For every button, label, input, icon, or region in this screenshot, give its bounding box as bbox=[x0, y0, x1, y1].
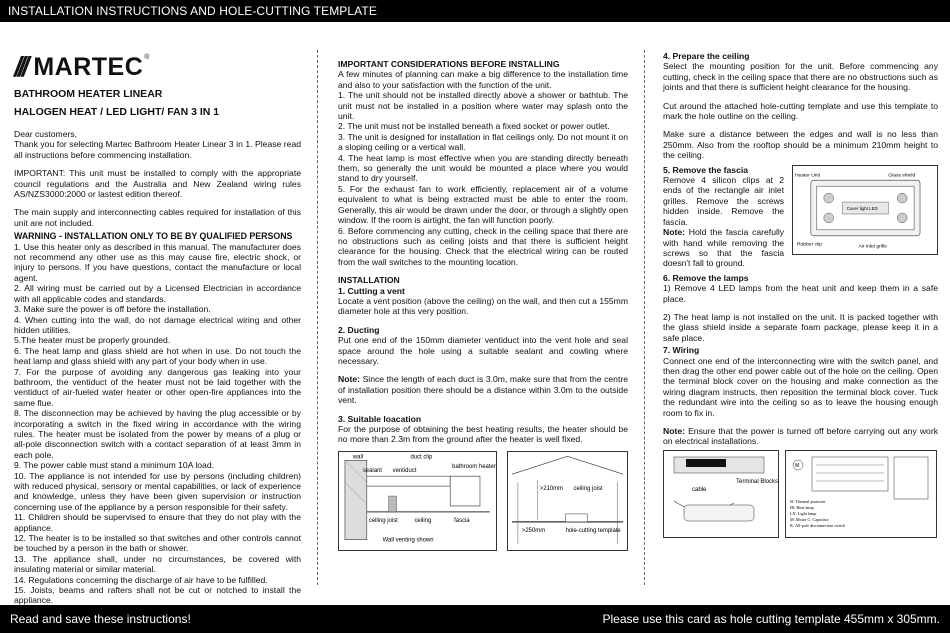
fig-label-fascia: fascia bbox=[454, 517, 470, 524]
fig-label-cable: cable bbox=[692, 486, 707, 493]
note-label: Note: bbox=[663, 426, 685, 436]
warning-item: 5.The heater must be properly grounded. bbox=[14, 335, 171, 346]
considerations-list bbox=[338, 90, 628, 267]
step5-text-block bbox=[663, 165, 784, 269]
legend-item: LN: Light lamp bbox=[790, 510, 817, 516]
considerations-title: IMPORTANT CONSIDERATIONS BEFORE INSTALLING bbox=[338, 59, 560, 69]
fig-label-template: hole-cutting template bbox=[565, 527, 621, 534]
fig-label-sealant: sealant bbox=[362, 468, 382, 475]
step7-note bbox=[663, 426, 938, 447]
wall-venting-figure bbox=[338, 451, 497, 551]
step4-title: 4. Prepare the ceiling bbox=[663, 51, 750, 61]
led-lamp-icon bbox=[897, 213, 907, 223]
column-2 bbox=[338, 59, 628, 551]
fig-caption: Wall venting shown bbox=[382, 537, 434, 544]
fig-label-duct-clip: duct clip bbox=[410, 454, 433, 461]
footer-left: Read and save these instructions! bbox=[10, 612, 191, 626]
step5-title: 5. Remove the fascia bbox=[663, 164, 749, 175]
fig-label-grille: Air inlet grille bbox=[858, 244, 887, 250]
consideration-item: 4. The heat lamp is most effective when you are standing directly beneath them, so generally the unit would be mounted a place where you would stand to dry yourself. bbox=[338, 152, 628, 184]
consideration-item: 3. The unit is designed for installation in flat ceilings only. Do not mount it on a sloping ceiling or a vertical wall. bbox=[338, 131, 628, 153]
led-lamp-icon bbox=[824, 193, 834, 203]
step4-text1: Select the mounting position for the unit. Before commencing any cutting, check in the ceiling space that there are no obstructions such as joints and that there is sufficient height clearance for the housing. bbox=[663, 61, 938, 93]
footer-right: Please use this card as hole cutting template 455mm x 305mm. bbox=[602, 612, 940, 626]
logo-slash-icon: /// bbox=[14, 50, 26, 82]
warning-item: 2. All wiring must be carried out by a Licensed Electrician in accordance with all applicable codes and standards. bbox=[14, 283, 301, 304]
warning-item: 15. Joists, beams and rafters shall not be cut or notched to install the appliance. bbox=[14, 585, 301, 606]
wiring-figures bbox=[663, 450, 938, 538]
warning-item: 3. Make sure the power is off before the installation. bbox=[14, 304, 211, 315]
consideration-item: 1. The unit should not be installed directly above a shower or bathtub. The unit must not be installed in a position where water may splash onto the unit. bbox=[338, 90, 628, 122]
fig-label-joist: ceiling joist bbox=[573, 485, 603, 492]
warning-item: 10. The appliance is not intended for use by persons (including children) with reduced physical, sensory or mental capabilities, or lack of experience and knowledge, unless they have been given supervision or instruction concerning use of the appliance by a person responsible for their safety. bbox=[14, 470, 301, 512]
led-lamp-icon bbox=[824, 213, 834, 223]
thanks-text: Thank you for selecting Martec Bathroom Heater Linear 3 in 1. Please read all instructions before commencing installation. bbox=[14, 139, 301, 160]
step5-block bbox=[663, 165, 938, 269]
footer-bar bbox=[0, 605, 950, 633]
step1-title: 1. Cutting a vent bbox=[338, 285, 405, 296]
warning-item: 9. The power cable must stand a minimum 10A load. bbox=[14, 460, 214, 471]
step6-title: 6. Remove the lamps bbox=[663, 272, 749, 283]
warning-item: 11. Children should be supervised to ensure that they do not play with the appliance. bbox=[14, 512, 301, 533]
led-lamp-icon bbox=[897, 193, 907, 203]
fig-label-heater-unit: Heater Unit bbox=[795, 172, 821, 178]
fig-label-wall: wall bbox=[352, 454, 364, 461]
consideration-item: 6. Before commencing any cutting, check in the ceiling space that there are no obstructions such as ceiling joists and that there is sufficient height clearance for the housing. Check that the electrical wiring can be routed from the wall switches to the mounting location. bbox=[338, 225, 628, 267]
step5-note bbox=[663, 227, 784, 269]
step3-text: For the purpose of obtaining the best heating results, the heater should be no more than 2.3m from the ground after the heater is well fixed. bbox=[338, 424, 628, 445]
step2-note-text: Since the length of each duct is 3.0m, make sure that from the centre of installation position there should be a distance within 3.0m to the outside vent. bbox=[338, 374, 628, 406]
switch-panel-shape bbox=[894, 457, 928, 499]
motor-symbol: M bbox=[795, 462, 800, 469]
fig-label-heater: bathroom heater bbox=[452, 464, 496, 471]
column-divider bbox=[644, 50, 645, 585]
supply-text: The main supply and interconnecting cables required for installation of this unit are not included. bbox=[14, 207, 301, 228]
warning-list bbox=[14, 242, 301, 606]
step6-text2: 2) The heat lamp is not installed on the unit. It is packed together with the glass shield inside a separate foam package, please keep it in a safe place. bbox=[663, 311, 938, 343]
step3-title: 3. Suitable loacation bbox=[338, 413, 422, 424]
consideration-item: 5. For the exhaust fan to work efficiently, replacement air of a volume equivalent to what is being extracted must be able to enter the room. Generally, this air would be drawn under the door, or through a slightly open window. If the room is airtight, the fan will function poorly. bbox=[338, 183, 628, 226]
roof-shape bbox=[512, 456, 623, 474]
fig-label-rubber: Rubber clip bbox=[797, 242, 823, 248]
column-divider bbox=[317, 50, 318, 585]
legend-item: M: Motor C: Capacitor bbox=[790, 516, 829, 522]
warning-item: 8. The disconnection may be achieved by having the plug accessible or by incorporating a switch in the fixed wiring in accordance with the wiring rules. The heater must be isolated from the power by means of a plug or all-pole disconnection switch with a contact separation of at least 3mm in each pole. bbox=[14, 408, 301, 460]
fig-label-ceiling: ceiling bbox=[414, 517, 432, 524]
legend-item: Θ: Thermal protector bbox=[790, 498, 826, 504]
heater-box-shape bbox=[450, 476, 480, 506]
step2-text: Put one end of the 150mm diameter ventiduct into the vent hole and seal space around the hole using a suitable sealant and cowling where necessary. bbox=[338, 335, 628, 366]
consideration-item: 2. The unit must not be installed beneath a fixed socket or power outlet. bbox=[338, 121, 610, 132]
figure-row bbox=[338, 451, 628, 551]
warning-item: 14. Regulations concerning the discharge of air have to be fulfilled. bbox=[14, 574, 268, 585]
fig-label-terminal: Terminal Blocks bbox=[736, 478, 779, 485]
warning-item: 4. When cutting into the wall, do not damage electrical wiring and other hidden utilities. bbox=[14, 314, 301, 335]
intro-block bbox=[14, 129, 301, 160]
header-title: INSTALLATION INSTRUCTIONS AND HOLE-CUTTING TEMPLATE bbox=[8, 4, 377, 18]
fig-label-led: Cover light LED bbox=[846, 205, 878, 211]
legend-item: IR: Heat lamp bbox=[790, 504, 814, 510]
warning-item: 12. The heater is to be installed so that switches and other controls cannot be touched by a person in the bath or shower. bbox=[14, 533, 301, 554]
fig-label-250: >250mm bbox=[521, 527, 546, 534]
fascia-figure bbox=[792, 165, 938, 255]
logo-brand: MARTEC bbox=[33, 52, 144, 81]
registered-mark: ® bbox=[144, 53, 150, 61]
step5-text: Remove 4 silicon clips at 2 ends of the rectangle air inlet grilles. Remove the screws hidden inside. Remove the fascia. bbox=[663, 175, 785, 227]
wiring-diagram bbox=[785, 450, 937, 538]
note-label: Note: bbox=[338, 374, 360, 385]
step1-text: Locate a vent position (above the ceiling) on the wall, and then cut a 155mm diameter hole at this very position. bbox=[338, 295, 628, 317]
warning-item: 7. For the purpose of avoiding any dangerous gas leaking into your bathroom, the ventiduct of the heater must not be laid together with the ventiduct of air-fueled water heater or other open-fire appliances into the same flue. bbox=[14, 366, 301, 408]
greeting: Dear customers, bbox=[14, 129, 78, 139]
legend-item: K: All-pole disconnection switch bbox=[790, 522, 846, 528]
warning-item: 1. Use this heater only as described in this manual. The manufacturer does not recommend any other use as this may cause fire, electric shock, or injury to persons. If you have questions, contact the manufacture or local agent. bbox=[14, 241, 301, 283]
fig-label-joist: ceiling joist bbox=[368, 517, 398, 524]
duct-shape bbox=[367, 476, 450, 486]
fig-label-ventiduct: ventiduct bbox=[392, 468, 417, 475]
step6-text1: 1) Remove 4 LED lamps from the heat unit and keep them in a safe place. bbox=[663, 283, 938, 304]
terminal-block-shape bbox=[686, 459, 726, 467]
warning-item: 13. The appliance shall, under no circumstances, be covered with insulating material or similar material. bbox=[14, 553, 301, 575]
product-title bbox=[14, 88, 301, 119]
terminal-figure bbox=[663, 450, 779, 538]
step2-title: 2. Ducting bbox=[338, 324, 380, 335]
product-line-1: BATHROOM HEATER LINEAR bbox=[14, 88, 163, 100]
column-1 bbox=[14, 52, 301, 606]
header-bar bbox=[0, 0, 950, 22]
step4-text2: Cut around the attached hole-cutting template and use this template to mark the hole outline on the ceiling. bbox=[663, 100, 938, 122]
step5-note-text: Hold the fascia carefully with hand while removing the screws so that the fascia doesn't fall to ground. bbox=[663, 227, 785, 269]
martec-logo bbox=[14, 52, 301, 82]
warning-title: WARNING - INSTALLATION ONLY TO BE BY QUALIFIED PERSONS bbox=[14, 231, 293, 242]
ceiling-section-figure bbox=[507, 451, 628, 551]
important-text: IMPORTANT: This unit must be installed to comply with the appropriate council regulations and the Australia and New Zealand wiring rules AS/NZS3000:2000 or lastest edition thereof. bbox=[14, 168, 301, 200]
warning-item: 6. The heat lamp and glass shield are hot when in use. Do not touch the heat lamp and glass shield with any part of your body when in use. bbox=[14, 345, 301, 367]
step7-title: 7. Wiring bbox=[663, 345, 700, 356]
column-3 bbox=[663, 51, 938, 538]
step4-text3: Make sure a distance between the edges and wall is no less than 250mm. Also from the rooftop should be a minimum 210mm height to the ceiling. bbox=[663, 129, 938, 161]
step7-note-text: Ensure that the power is turned off before carrying out any work on electrical installations. bbox=[663, 426, 938, 447]
fig-label-glass: Glass shield bbox=[888, 172, 916, 178]
product-line-2: HALOGEN HEAT / LED LIGHT/ FAN 3 IN 1 bbox=[14, 106, 220, 118]
fig-label-210: >210mm bbox=[539, 485, 563, 492]
considerations-intro: A few minutes of planning can make a big difference to the installation time and also to your satisfaction with the function of the unit. bbox=[338, 69, 628, 90]
step7-text: Connect one end of the interconnecting wire with the switch panel, and then drag the other end power cable out of the hole on the ceiling. Open the terminal block cover on the housing and make connection as the wiring diagram instructs, then reposition the terminal block cover. Tuck the redundant wire into the ceiling so as to leave the housing enough room to fix in. bbox=[663, 355, 938, 418]
note-label: Note: bbox=[663, 227, 685, 238]
step2-note bbox=[338, 374, 628, 405]
installation-title: INSTALLATION bbox=[338, 275, 400, 286]
